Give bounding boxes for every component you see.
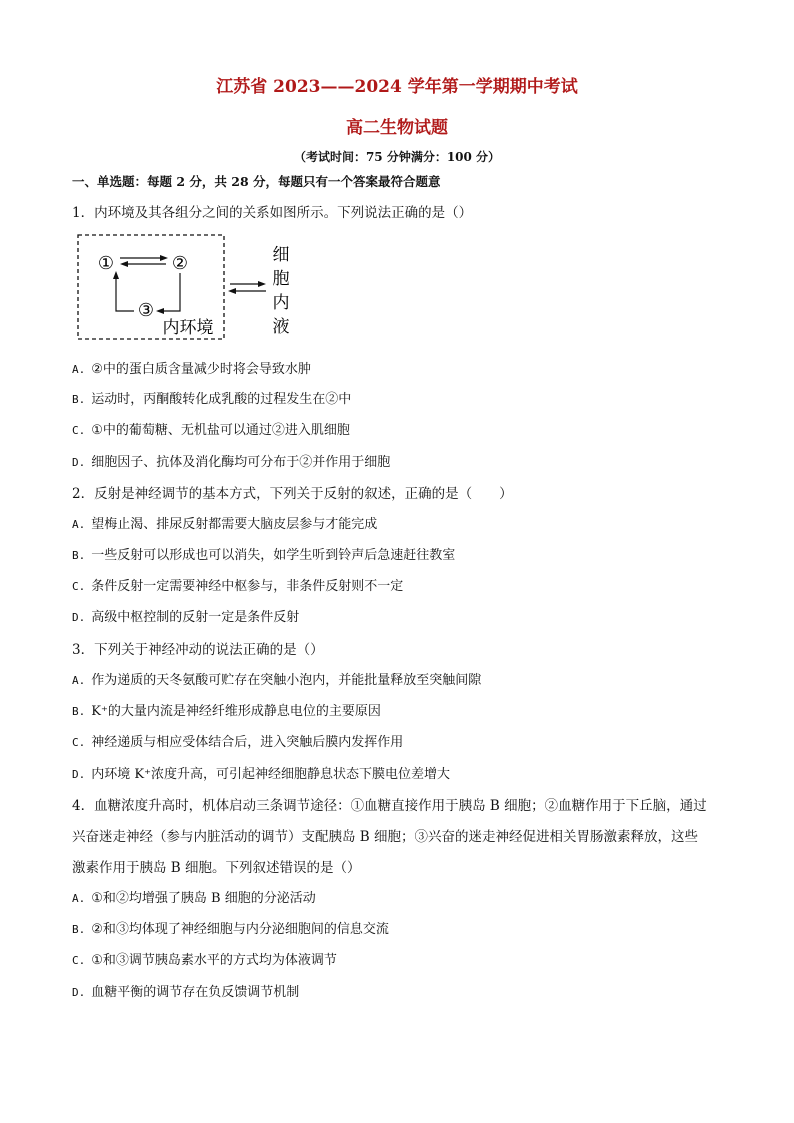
q1-option-b: B. 运动时，丙酮酸转化成乳酸的过程发生在②中: [72, 392, 352, 407]
question-4-stem-line-1: 4．血糖浓度升高时，机体启动三条调节途径：①血糖直接作用于胰岛 B 细胞；②血糖作用于下丘脑，通过: [72, 798, 707, 814]
question-4-stem-line-2: 兴奋迷走神经（参与内脏活动的调节）支配胰岛 B 细胞；③兴奋的迷走神经促进相关胃肠激素释放，这些: [72, 829, 699, 845]
q2-option-d: D. 高级中枢控制的反射一定是条件反射: [72, 610, 300, 625]
q3-option-d: D. 内环境 K⁺浓度升高，可引起神经细胞静息状态下膜电位差增大: [72, 767, 450, 782]
q1-option-a: A. ②中的蛋白质含量减少时将会导致水肿: [72, 362, 311, 377]
arrowhead-2-to-3: [156, 308, 164, 314]
arrowhead-2-to-1: [120, 261, 128, 267]
q4-option-a: A. ①和②均增强了胰岛 B 细胞的分泌活动: [72, 891, 316, 906]
question-3-stem: 3．下列关于神经冲动的说法正确的是（）: [72, 642, 324, 658]
internal-environment-diagram: [76, 233, 316, 345]
box-label: 内环境: [162, 318, 214, 338]
cell-fluid-char-1: 细: [272, 245, 290, 265]
exam-title: 江苏省 2023——2024 学年第一学期期中考试: [216, 77, 578, 97]
q4-option-c: C. ①和③调节胰岛素水平的方式均为体液调节: [72, 953, 337, 968]
exam-info: （考试时间：75 分钟满分：100 分）: [293, 150, 501, 164]
node-3: ③: [137, 300, 155, 321]
arrow-3-to-1: [116, 275, 134, 311]
q2-option-a: A. 望梅止渴、排尿反射都需要大脑皮层参与才能完成: [72, 517, 378, 532]
node-2: ②: [171, 253, 189, 274]
cell-fluid-char-4: 液: [272, 317, 290, 337]
q1-option-c: C. ①中的葡萄糖、无机盐可以通过②进入肌细胞: [72, 423, 350, 438]
q3-option-b: B. K⁺的大量内流是神经纤维形成静息电位的主要原因: [72, 704, 381, 719]
q3-option-c: C. 神经递质与相应受体结合后，进入突触后膜内发挥作用: [72, 735, 404, 750]
q2-option-c: C. 条件反射一定需要神经中枢参与，非条件反射则不一定: [72, 579, 404, 594]
q4-option-d: D. 血糖平衡的调节存在负反馈调节机制: [72, 985, 300, 1000]
q1-option-d: D. 细胞因子、抗体及消化酶均可分布于②并作用于细胞: [72, 455, 391, 470]
subject-title: 高二生物试题: [346, 118, 448, 138]
cell-fluid-char-3: 内: [272, 293, 290, 313]
question-1-stem: 1．内环境及其各组分之间的关系如图所示。下列说法正确的是（）: [72, 205, 473, 221]
question-2-stem: 2．反射是神经调节的基本方式，下列关于反射的叙述，正确的是（ ）: [72, 486, 513, 502]
q2-option-b: B. 一些反射可以形成也可以消失，如学生听到铃声后急速赶往教室: [72, 548, 456, 563]
section-heading: 一、单选题：每题 2 分，共 28 分，每题只有一个答案最符合题意: [72, 174, 441, 189]
q3-option-a: A. 作为递质的天冬氨酸可贮存在突触小泡内，并能批量释放至突触间隙: [72, 673, 482, 688]
cell-fluid-char-2: 胞: [272, 269, 290, 289]
node-1: ①: [97, 253, 115, 274]
question-4-stem-line-3: 激素作用于胰岛 B 细胞。下列叙述错误的是（）: [72, 860, 361, 876]
arrow-2-to-3: [160, 273, 180, 311]
arrowhead-1-to-2: [160, 255, 168, 261]
q4-option-b: B. ②和③均体现了神经细胞与内分泌细胞间的信息交流: [72, 922, 389, 937]
